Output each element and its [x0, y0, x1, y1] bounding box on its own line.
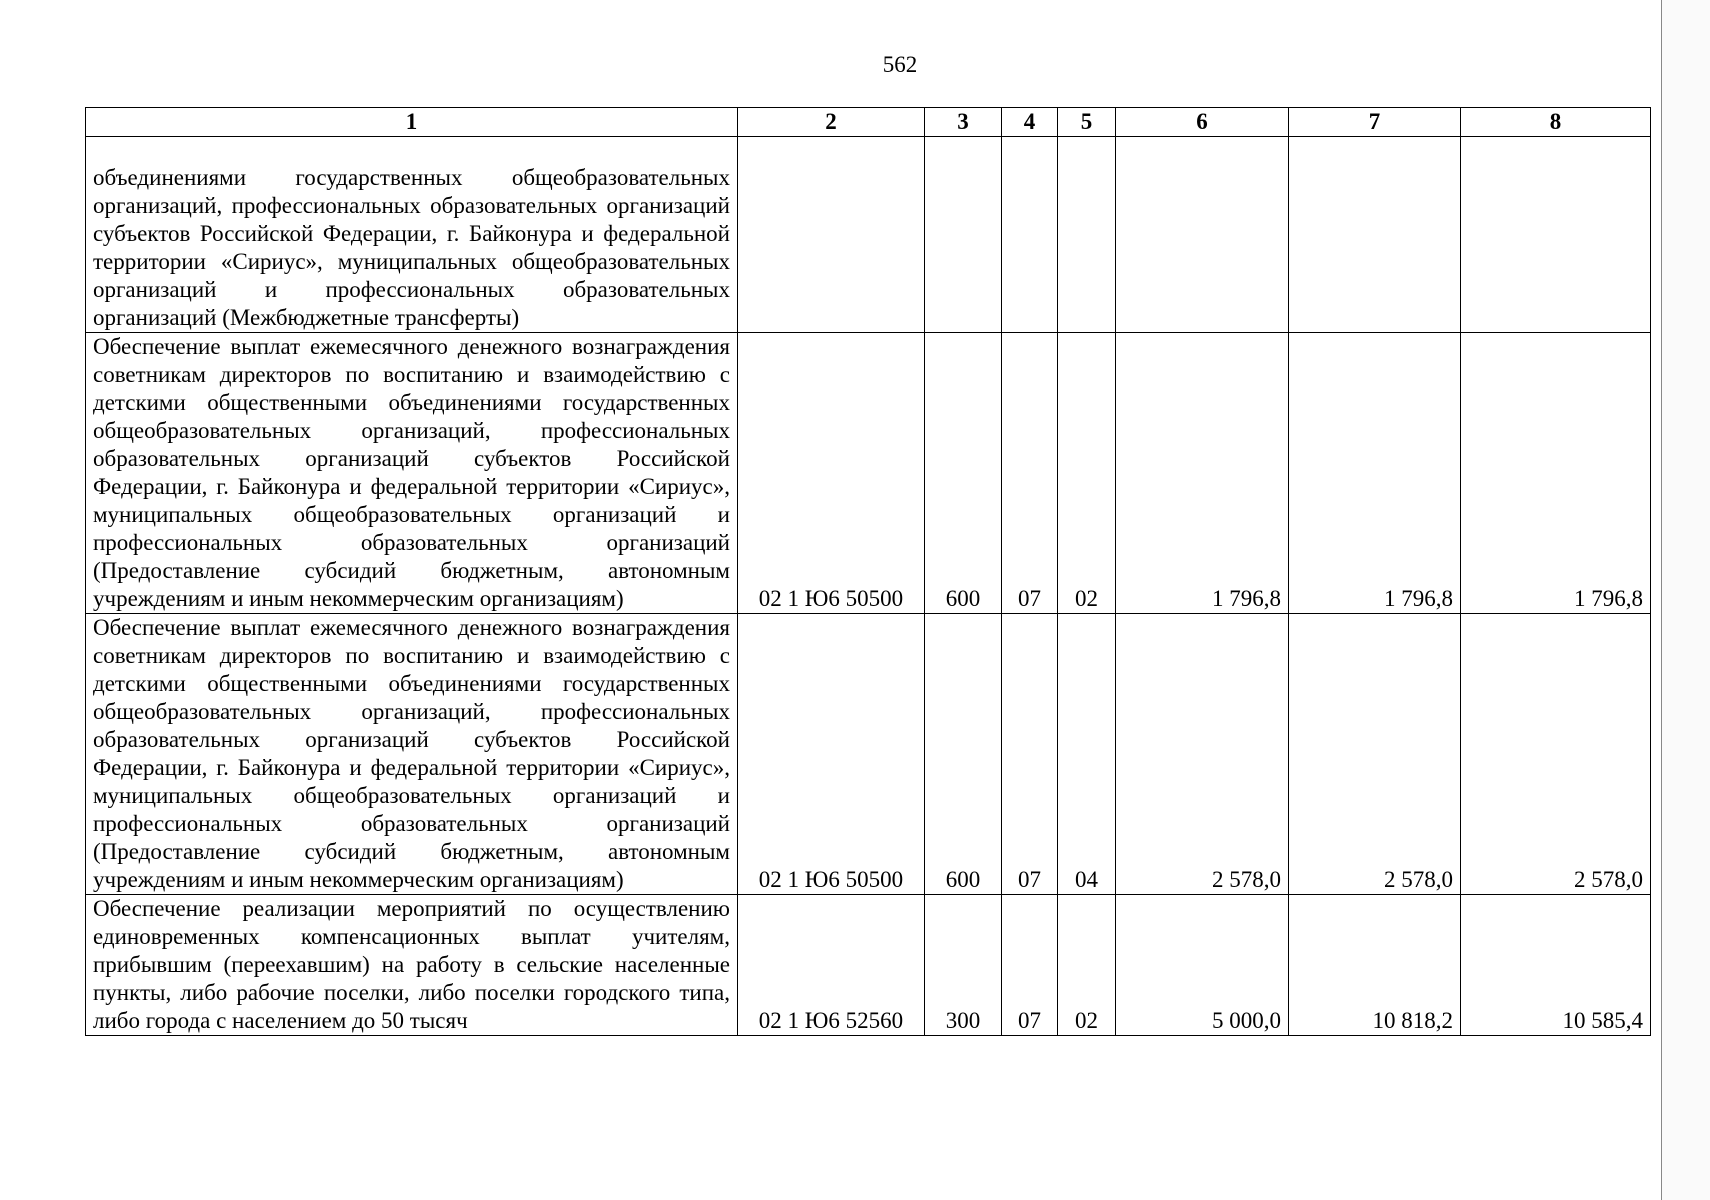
row-col4: 07 — [1002, 614, 1058, 895]
row-col4: 07 — [1002, 895, 1058, 1036]
table-row — [86, 137, 1651, 333]
row-code — [738, 137, 925, 333]
row-col8: 1 796,8 — [1461, 333, 1651, 614]
row-col6: 1 796,8 — [1116, 333, 1289, 614]
page-number: 562 — [882, 52, 918, 77]
row-col3: 600 — [925, 614, 1002, 895]
row-col5: 02 — [1058, 895, 1116, 1036]
row-col6 — [1116, 137, 1289, 333]
row-col8: 10 585,4 — [1461, 895, 1651, 1036]
header-col-1: 1 — [86, 108, 738, 137]
row-col7: 1 796,8 — [1289, 333, 1461, 614]
row-col3: 600 — [925, 333, 1002, 614]
row-col5 — [1058, 137, 1116, 333]
row-col6: 5 000,0 — [1116, 895, 1289, 1036]
header-col-6: 6 — [1116, 108, 1289, 137]
table-row — [86, 895, 1651, 1036]
budget-table — [85, 107, 1651, 1036]
row-col8: 2 578,0 — [1461, 614, 1651, 895]
row-col7 — [1289, 137, 1461, 333]
row-col8 — [1461, 137, 1651, 333]
row-col3: 300 — [925, 895, 1002, 1036]
row-col6: 2 578,0 — [1116, 614, 1289, 895]
row-col7: 10 818,2 — [1289, 895, 1461, 1036]
row-col4 — [1002, 137, 1058, 333]
scan-edge — [1661, 0, 1710, 1200]
row-col5: 04 — [1058, 614, 1116, 895]
row-description: объединениями государственных общеобразовательных организаций, профессиональных образовательных организаций субъектов Российской Федерации, г. Байконура и федеральной территории «Сириус», муниципальных общеобразовательных организаций и профессиональных образовательных организаций (Межбюджетные трансферты) — [86, 137, 738, 333]
row-description: Обеспечение выплат ежемесячного денежного вознаграждения советникам директоров по воспитанию и взаимодействию с детскими общественными объединениями государственных общеобразовательных организаций, профессиональных образовательных организаций субъектов Российской Федерации, г. Байконура и федеральной территории «Сириус», муниципальных общеобразовательных организаций и профессиональных образовательных организаций (Предоставление субсидий бюджетным, автономным учреждениям и иным некоммерческим организациям) — [86, 614, 738, 895]
header-row — [86, 108, 1651, 137]
header-col-8: 8 — [1461, 108, 1651, 137]
row-col7: 2 578,0 — [1289, 614, 1461, 895]
row-code: 02 1 Ю6 50500 — [738, 333, 925, 614]
row-description: Обеспечение реализации мероприятий по осуществлению единовременных компенсационных выплат учителям, прибывшим (переехавшим) на работу в сельские населенные пункты, либо рабочие поселки, либо поселки городского типа, либо города с населением до 50 тысяч — [86, 895, 738, 1036]
row-col4: 07 — [1002, 333, 1058, 614]
row-code: 02 1 Ю6 52560 — [738, 895, 925, 1036]
table-row — [86, 333, 1651, 614]
table-row — [86, 614, 1651, 895]
row-description: Обеспечение выплат ежемесячного денежного вознаграждения советникам директоров по воспитанию и взаимодействию с детскими общественными объединениями государственных общеобразовательных организаций, профессиональных образовательных организаций субъектов Российской Федерации, г. Байконура и федеральной территории «Сириус», муниципальных общеобразовательных организаций и профессиональных образовательных организаций (Предоставление субсидий бюджетным, автономным учреждениям и иным некоммерческим организациям) — [86, 333, 738, 614]
header-col-5: 5 — [1058, 108, 1116, 137]
header-col-7: 7 — [1289, 108, 1461, 137]
header-col-4: 4 — [1002, 108, 1058, 137]
row-col3 — [925, 137, 1002, 333]
header-col-2: 2 — [738, 108, 925, 137]
row-col5: 02 — [1058, 333, 1116, 614]
row-code: 02 1 Ю6 50500 — [738, 614, 925, 895]
header-col-3: 3 — [925, 108, 1002, 137]
